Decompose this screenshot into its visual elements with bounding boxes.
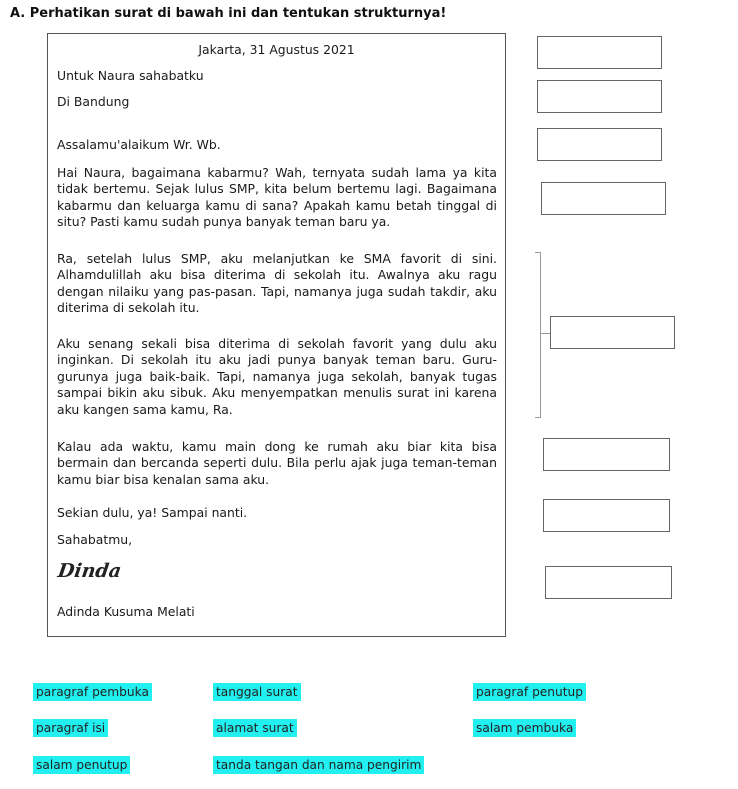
closing-greeting: Sekian dulu, ya! Sampai nanti. xyxy=(57,505,248,520)
option-paragraf-pembuka[interactable]: paragraf pembuka xyxy=(33,683,152,701)
answer-box-closing-greeting[interactable] xyxy=(543,499,670,532)
option-salam-pembuka[interactable]: salam pembuka xyxy=(473,719,576,737)
answer-box-greeting[interactable] xyxy=(537,128,662,161)
answer-box-address[interactable] xyxy=(537,80,662,113)
opening-greeting: Assalamu'alaikum Wr. Wb. xyxy=(57,137,221,152)
brace-connector xyxy=(540,333,550,334)
paragraph-body-1: Ra, setelah lulus SMP, aku melanjutkan ke SMA favorit di sini. Alhamdulillah aku bisa diterima di sekolah itu. Awalnya aku ragu dengan nilaiku yang pas-pasan. Tapi, namanya juga sudah takdir, aku diterima di sekolah itu. xyxy=(57,251,497,316)
option-tanggal-surat[interactable]: tanggal surat xyxy=(213,683,301,701)
recipient-line-2: Di Bandung xyxy=(57,94,130,109)
signature: Dinda xyxy=(56,560,123,582)
brace-vertical xyxy=(540,252,541,417)
letter-date: Jakarta, 31 Agustus 2021 xyxy=(198,42,355,57)
answer-box-body-paragraph[interactable] xyxy=(550,316,675,349)
letter-frame xyxy=(47,33,506,637)
recipient-line-1: Untuk Naura sahabatku xyxy=(57,68,204,83)
answer-box-closing-paragraph[interactable] xyxy=(543,438,670,471)
closing-phrase: Sahabatmu, xyxy=(57,532,133,547)
brace-bottom xyxy=(535,417,541,418)
option-paragraf-penutup[interactable]: paragraf penutup xyxy=(473,683,586,701)
option-paragraf-isi[interactable]: paragraf isi xyxy=(33,719,108,737)
answer-box-opening-paragraph[interactable] xyxy=(541,182,666,215)
answer-box-date[interactable] xyxy=(537,36,662,69)
paragraph-body-2: Aku senang sekali bisa diterima di sekolah favorit yang dulu aku inginkan. Di sekolah itu aku jadi punya banyak teman baru. Guru-gurunya juga baik-baik. Tapi, namanya juga sekolah, banyak tugas sampai bikin aku sibuk. Aku menyempatkan menulis surat ini karena aku kangen sama kamu, Ra. xyxy=(57,336,497,417)
paragraph-opening: Hai Naura, bagaimana kabarmu? Wah, ternyata sudah lama ya kita tidak bertemu. Sejak lulus SMP, kita belum bertemu lagi. Bagaimana kabarmu dan keluarga kamu di sana? Apakah kamu betah tinggal di situ? Pasti kamu sudah punya banyak teman baru ya. xyxy=(57,165,497,230)
option-tanda-tangan-nama-pengirim[interactable]: tanda tangan dan nama pengirim xyxy=(213,756,424,774)
option-salam-penutup[interactable]: salam penutup xyxy=(33,756,130,774)
paragraph-closing: Kalau ada waktu, kamu main dong ke rumah aku biar kita bisa bermain dan bercanda seperti dulu. Bila perlu ajak juga teman-teman kamu biar bisa kenalan sama aku. xyxy=(57,439,497,487)
answer-box-signature[interactable] xyxy=(545,566,672,599)
option-alamat-surat[interactable]: alamat surat xyxy=(213,719,297,737)
question-heading: A. Perhatikan surat di bawah ini dan tentukan strukturnya! xyxy=(10,6,447,21)
sender-name: Adinda Kusuma Melati xyxy=(57,604,195,619)
